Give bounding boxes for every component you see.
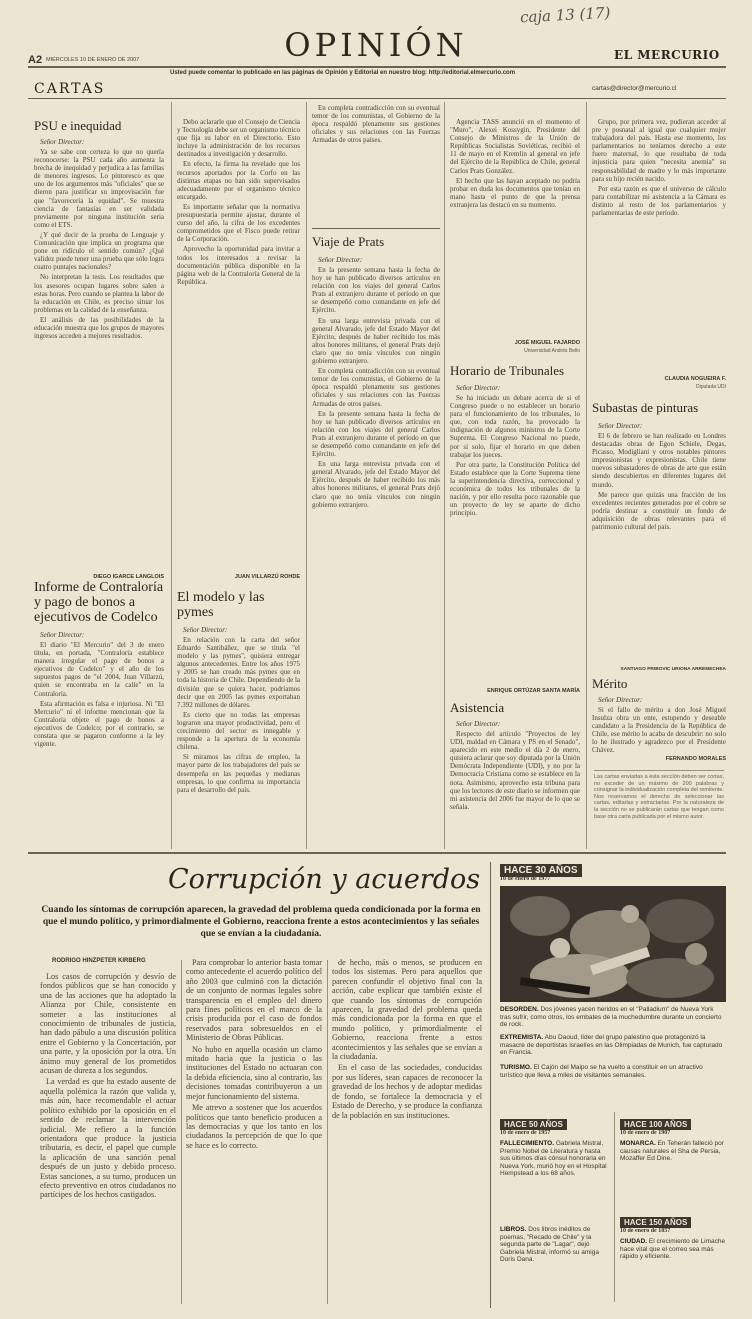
photo-caption: DESORDEN. Dos jóvenes yacen heridos en el "Palladium" de Nueva York tras sufrir, como otros, los embates de la muchedumbre durante un concierto de rock. bbox=[500, 1006, 722, 1029]
hace-50-item: LIBROS. Dos libros inéditos de poemas, "Recado de Chile" y la segunda parte de "Lagar", dejó Gabriela Mistral, informó su amiga Doris Dana. bbox=[500, 1226, 599, 1264]
feature-byline: RODRIGO HINZPETER KIRBERG bbox=[52, 958, 146, 964]
letter-body: En relación con la carta del señor Eduardo Santibáñez, que se titula "el modelo y las pymes", quisiera entregar algunos antecedentes. Entre los años 1975 y 2005 se han creado más pymes que en toda la historia de Chile. Dependiendo de la división que se quiera hacer, podríamos decir que en 2005 las pymes exportaban 7.392 millones de dólares. Es cierto que no todas las empresas lograron una mayor productividad, pero el crecimiento del sector es innegable y responde a la apertura de la economía chilena. Si miramos las cifras de empleo, la mayor parte de los trabajadores del país se desempeña en las pequeñas y medianas empresas, lo que confirma su importancia para el desarrollo del país. bbox=[177, 636, 300, 794]
column-divider bbox=[444, 102, 445, 849]
letters-disclaimer: Las cartas enviadas a esta sección deben ser cortas, no exceder de un máximo de 200 palabras y consignar la individualización completa del remitente. Nos reservamos el derecho de seleccionar las cartas, editarlas y extractarlas. Por la naturaleza de la sección no se publicarán cartas que tengan como base otra carta publicada por el mismo autor. bbox=[594, 770, 724, 850]
letter-body: Respecto del artículo "Proyectos de ley UDI, maldad en Cámara y PS en el Senado", aparecido en este medio el día 2 de enero, quisiera aclarar que soy diputada por la Unión Demócrata Independiente (UDI), y no por la Democracia Cristiana como se establece en la nota. Asimismo, aprovecho esta tribuna para que los lectores de este diario se informen que mi asistencia del 2006 fue mayor de lo que se señala. bbox=[450, 730, 580, 811]
letter-salutation: Señor Director: bbox=[40, 631, 85, 639]
hace-150-item: CIUDAD. El crecimiento de Limache hace vital que el correo sea más rápido y eficiente. bbox=[620, 1238, 726, 1261]
hace-100-date: 10 de enero de 1907 bbox=[620, 1130, 671, 1136]
letter-subastas bbox=[592, 400, 726, 672]
letter-prats bbox=[312, 234, 440, 848]
page-number: A2 bbox=[28, 54, 43, 66]
brand-logo: EL MERCURIO bbox=[614, 48, 720, 62]
letter-signature: FERNANDO MORALES bbox=[665, 756, 726, 762]
hace-30-item: EXTREMISTA. Abu Daoud, líder del grupo palestino que protagonizó la masacre de deportistas israelíes en las Olimpiadas de Munich, fue capturado en Francia. bbox=[500, 1034, 723, 1057]
letter-body: En completa contradicción con su eventual temor de los comunistas, el Gobierno de la época respaldó plenamente sus gestiones oficiales y sus relaciones con las Fuerzas Armadas de otros países. bbox=[312, 104, 440, 145]
hace-150-date: 10 de enero de 1857 bbox=[620, 1228, 671, 1234]
column-divider bbox=[614, 1112, 615, 1302]
feature-lede: Cuando los síntomas de corrupción aparecen, la gravedad del problema queda condicionada por la forma en que el mundo político, y primordialmente el Gobierno, reacciona frente a estos acontecimientos y las señales que se envían a la ciudadanía. bbox=[41, 905, 481, 939]
letter-body: El 6 de febrero se han realizado en Londres destacadas obras de Egon Schiele, Degas, Picasso, Modigliani y otros notables pintores impresionistas y expresionistas. Chile tiene nuevos subastadores de obras de arte que están siendo descubiertos en diferentes lugares del mundo. Me parece que quizás una fracción de los excedentes recientes generados por el cobre se podría destinar a constituir un fondo de adquisición de obras relevantes para el patrimonio cultural del país. bbox=[592, 432, 726, 532]
letter-title: Mérito bbox=[592, 676, 628, 691]
hace-50-item: FALLECIMIENTO. Gabriela Mistral, Premio Nobel de Literatura y hasta sus últimos días cónsul honoraria en Nueva York, murió hoy en el Hospital Hempstead a los 68 años. bbox=[500, 1140, 607, 1178]
letter-salutation: Señor Director: bbox=[598, 422, 643, 430]
letter-body: Grupo, por primera vez, pudieran acceder al pre y posnatal al igual que cualquier mujer trabajadora del país. Hasta ese momento, los parlamentarios no teníamos derecho a este fuero maternal, lo que resultaba de toda injusticia para quien "necesita anemia" su responsabilidad de madre y lo más importante para su hijo recién nacido. Por esta razón es que el universo de cálculo para contabilizar mi asistencia a la Cámara es distinto al resto de los parlamentarios y parlamentarias de este período. bbox=[592, 118, 726, 218]
letter-signature: DIEGO IGARCE LANGLOIS bbox=[93, 574, 164, 580]
letter-title: El modelo y las pymes bbox=[177, 590, 265, 620]
feature-column-2: Para comprobar lo anterior basta tomar como antecedente el acuerdo político del año 2003 que culminó con la dictación de un conjunto de normas legales sobre transparencia en el empleo del dinero para fines políticos en el marco de la crisis producida por el caso de fondos reservados para sobresueldos en el Ministerio de Obras Públicas. No hubo en aquella ocasión un clamo mitado hacia que la justicia o las instituciones del Estado no actuaran con la debida eficiencia, sino al contrario, las decisiones tomadas contribuyeron a un mejor funcionamiento del sistema. Me atrevo a sostener que los acuerdos políticos que tanto beneficio producen a las democracias y que los tanto en los ciudadanos la percepción de que lo que se hace es lo correcto. bbox=[186, 958, 322, 1150]
letter-title: Asistencia bbox=[450, 700, 505, 715]
historic-photo bbox=[500, 886, 726, 1002]
letter-salutation: Señor Director: bbox=[40, 138, 85, 146]
letter-title: PSU e inequidad bbox=[34, 118, 122, 133]
column-divider bbox=[586, 102, 587, 849]
letter-signature: JUAN VILLARZÚ ROHDE bbox=[234, 574, 300, 580]
handwritten-archive-note: caja 13 (17) bbox=[519, 3, 611, 27]
letter-body: Agencia TASS anunció en el momento el "Muro", Alexei Kossygin, Presidente del Consejo de Ministros de la Unión de Repúblicas Socialistas Soviéticas, recibió el 11 de mayo en el Kremlin al general en jefe del Ejército de la República de Chile, general Carlos Prats González. El hecho que las hayan aceptado no podría probar en duda los documentos que tenían en mano hasta el punto de que la prensa extranjera las destacó en su momento. bbox=[450, 118, 580, 209]
column-divider bbox=[171, 102, 172, 849]
cartas-rule bbox=[28, 98, 726, 99]
letter-body: En la presente semana hasta la fecha de hoy se han publicado diversos artículos en relación con los viajes del general Carlos Prats al extranjero durante el período en que se desempeñó como comandante en jefe del Ejército. En una larga entrevista privada con el general Alvarado, jefe del Estado Mayor del Ejército, después de haber recibido los más altos honores militares, el general Prats dejó claro que no tenía vínculos con ningún gobierno extranjero. En completa contradicción con su eventual temor de los comunistas, el Gobierno de la época respaldó plenamente sus gestiones oficiales y sus relaciones con las Fuerzas Armadas de otros países. En la presente semana hasta la fecha de hoy se han publicado diversos artículos en relación con los viajes del general Carlos Prats al extranjero durante el período en que se desempeñó como comandante en jefe del Ejército. En una larga entrevista privada con el general Alvarado, jefe del Estado Mayor del Ejército, después de haber recibido los más altos honores militares, el general Prats dejó claro que no tenía vínculos con ningún gobierno extranjero. bbox=[312, 266, 440, 509]
letter-merito bbox=[592, 676, 726, 762]
hace-30-item: TURISMO. El Cajón del Maipo se ha vuelto a constituir en un atractivo turístico que lleva a miles de visitantes semanales. bbox=[500, 1064, 703, 1079]
letter-title: Viaje de Prats bbox=[312, 234, 385, 249]
letter-salutation: Señor Director: bbox=[456, 720, 501, 728]
letter-continuation bbox=[177, 118, 300, 580]
date-line: MIÉRCOLES 10 DE ENERO DE 2007 bbox=[46, 57, 140, 63]
letter-col4-continuation bbox=[450, 118, 580, 354]
header-rule bbox=[28, 66, 726, 68]
letter-body: Si el fallo de mérito a don José Miguel Insulza obra un ente, estupendo y deseable candidato a la Presidencia de la República de Chile, ese mérito lo acaba de descubrir: no solo lo he ilustrado y agradezco por el Presidente Chávez. bbox=[592, 706, 726, 755]
feature-column-1: Los casos de corrupción y desvío de fondos públicos que se han conocido y una de las acciones que ha adoptado la Alianza por Chile, consistente en someter a las instituciones al conocimiento de tribunales de justicia, han dado pábulo a una discusión política entre el Gobierno y la Concertación, por una parte, y la oposición por la otra. Un ánimo muy general de los prometidos acusan de dureza a los segundos. La verdad es que ha estado ausente de aquella polémica la razón que valida y, más aún, hace recomendable el actuar político exhibido por la oposición en el sentido de reclamar la intervención judicial. Me refiero a la función orientadora que produce la justicia tributaria, es decir, el papel que cumple la aplicación de una sanción penal después de un justo y debido proceso. Estas sanciones, a su turno, producen un efecto preventivo en otros ciudadanos no partícipes de los hechos castigados. bbox=[40, 972, 176, 1200]
hace-50-date: 10 de enero de 1957 bbox=[500, 1130, 551, 1136]
feature-rule bbox=[28, 852, 726, 854]
cartas-title: CARTAS bbox=[34, 81, 106, 97]
letter-signature-affiliation: Universidad Andrés Bello bbox=[524, 348, 580, 354]
letter-body: Debo aclararle que el Consejo de Ciencia y Tecnología debe ser un organismo técnico que fija su labor en el Directorio. Esto incluye la administración de los recursos destinados a investigación y desarrollo. En efecto, la firma ha revelado que los recursos aportados por la Corfo en las distintas etapas no han sido supervisados adecuadamente por el organismo técnico encargado. Es importante señalar que la normativa presupuestaria permite ajustar, durante el curso del año, la cifra de los excedentes comprometidos que el Fisco puede retirar de la Corporación. Aprovecho la oportunidad para invitar a todos los interesados a revisar la documentación pública disponible en la página web de la Contraloría General de la República. bbox=[177, 118, 300, 286]
section-title: OPINIÓN bbox=[284, 26, 468, 64]
feature-column-3: de hecho, más o menos, se producen en todos los sistemas. Pero para aquellos que parecen confundir el objetivo final con la acción, cabe explicar que también existe el que cuando los síntomas de corrupción aparecen, la gravedad del problema queda más condicionada por la forma en que el mundo político, y primordialmente el Gobierno, reacciona frente a estos acontecimientos y las señales que se envían a la ciudadanía. En el caso de las sociedades, conducidas por sus líderes, sean capaces de reconocer la gravedad de los hechos y de adoptar medidas de fondo, se fortalece la democracia y el Estado de Derecho, y se produce la confianza de la población en sus instituciones. bbox=[332, 958, 482, 1120]
blog-note: Usted puede comentar lo publicado en las páginas de Opinión y Editorial en nuestro blog: http://editorial.elmercurio.com bbox=[170, 70, 516, 76]
hace-30-header: HACE 30 AÑOS bbox=[500, 860, 582, 878]
hace-50-header: HACE 50 AÑOS bbox=[500, 1114, 567, 1132]
hace-30-date: 10 de enero de 1977 bbox=[500, 876, 551, 882]
column-divider bbox=[327, 960, 328, 1304]
letter-salutation: Señor Director: bbox=[598, 696, 643, 704]
hace-150-header: HACE 150 AÑOS bbox=[620, 1212, 691, 1230]
letter-col5-continuation bbox=[592, 118, 726, 390]
letter-body: Se ha iniciado un debate acerca de si el Congreso puede o no establecer un horario para el funcionamiento de los tribunales, lo que, con toda razón, ha provocado la indignación de algunos ministros de la Corte Suprema. El Congreso Nacional no puede, por sí solo, fijar el horario en que deben trabajar los jueces. Por otra parte, la Constitución Política del Estado establece que la Corte Suprema tiene la superintendencia directiva, correccional y económica de todos los tribunales de la nación, y por ello resulta poco razonable que un proyecto de ley se aparte de dicho principio. bbox=[450, 394, 580, 518]
hace-100-header: HACE 100 AÑOS bbox=[620, 1114, 691, 1132]
letter-title: Informe de Contraloría y pago de bonos a ejecutivos de Codelco bbox=[34, 580, 164, 625]
letter-divider bbox=[312, 228, 440, 229]
column-divider bbox=[306, 102, 307, 849]
letter-psu bbox=[34, 118, 164, 580]
letter-salutation: Señor Director: bbox=[183, 626, 228, 634]
letter-signature: CLAUDIA NOGUEIRA F. bbox=[664, 376, 726, 382]
letter-top-continuation bbox=[312, 104, 440, 224]
letter-signature: SANTIAGO PRIBOVIC URIONA ARREMECHEA bbox=[620, 667, 726, 672]
hace-100-item: MONARCA. En Teherán falleció por causas naturales el Sha de Persia, Mozaffer Ed Dine. bbox=[620, 1140, 724, 1163]
letter-asistencia bbox=[450, 700, 580, 848]
letter-horario bbox=[450, 364, 580, 694]
letters-email: cartas@director@mercurio.cl bbox=[592, 85, 677, 92]
column-divider bbox=[181, 960, 182, 1304]
letter-contraloria bbox=[34, 580, 164, 848]
letter-modelo bbox=[177, 590, 300, 848]
crowd-photo-illustration bbox=[500, 886, 726, 1002]
letter-signature: ENRIQUE ORTÚZAR SANTA MARÍA bbox=[483, 688, 580, 694]
letter-title: Horario de Tribunales bbox=[450, 364, 565, 378]
letter-signature: JOSÉ MIGUEL FAJARDO bbox=[514, 340, 580, 346]
letter-body: El diario "El Mercurio" del 3 de enero titula, en portada, "Contraloría establece manera irregular el pago de bonos a ejecutivos de Codelco" y el año de los supuestos pagos de "el 2004, Juan Villarzú, quien se encontraba en la calle" en la Contraloría. Esta afirmación es falsa e injuriosa. Ni "El Mercurio" ni el informe mencionan que la Contraloría objete el pago de bonos a ejecutivos de Codelco; por el contrario, se constata que se pagaron conforme a la ley vigente. bbox=[34, 641, 164, 749]
letter-body: Ya se sabe con certeza lo que no quería reconocerse: la PSU cada año aumenta la brecha de inequidad y perjudica a las familias de menores ingresos. Lo pintoresco es que uno de los argumentos más "oficiales" que se dieron para justificar su improvisación fue que "favorecería la equidad". Se muestra ciencia de fantasías en ser validada previamente por ninguna institución seria como el ETS. ¿Y qué decir de la prueba de Lenguaje y Comunicación que implica un programa que pone en ridículo el sentido común? ¿Qué validez puede tener una prueba que sólo logra cuatro puntajes nacionales? No interpretan la tesis. Los resultados que los asesores ocupan lugares sobre salen a estas horas. Pero cuando se plantea la labor de la educación en Chile, es preciso situar los problemas en la calidad de la enseñanza. El análisis de las posibilidades de la educación muestra que los grupos de mayores ingresos acceden a mejores resultados. bbox=[34, 148, 164, 341]
column-divider bbox=[490, 862, 491, 1308]
letter-salutation: Señor Director: bbox=[456, 384, 501, 392]
letter-salutation: Señor Director: bbox=[318, 256, 363, 264]
letter-title: Subastas de pinturas bbox=[592, 400, 699, 415]
letter-signature-affiliation: Diputada UDI bbox=[695, 384, 726, 390]
feature-title: Corrupción y acuerdos bbox=[168, 864, 481, 895]
